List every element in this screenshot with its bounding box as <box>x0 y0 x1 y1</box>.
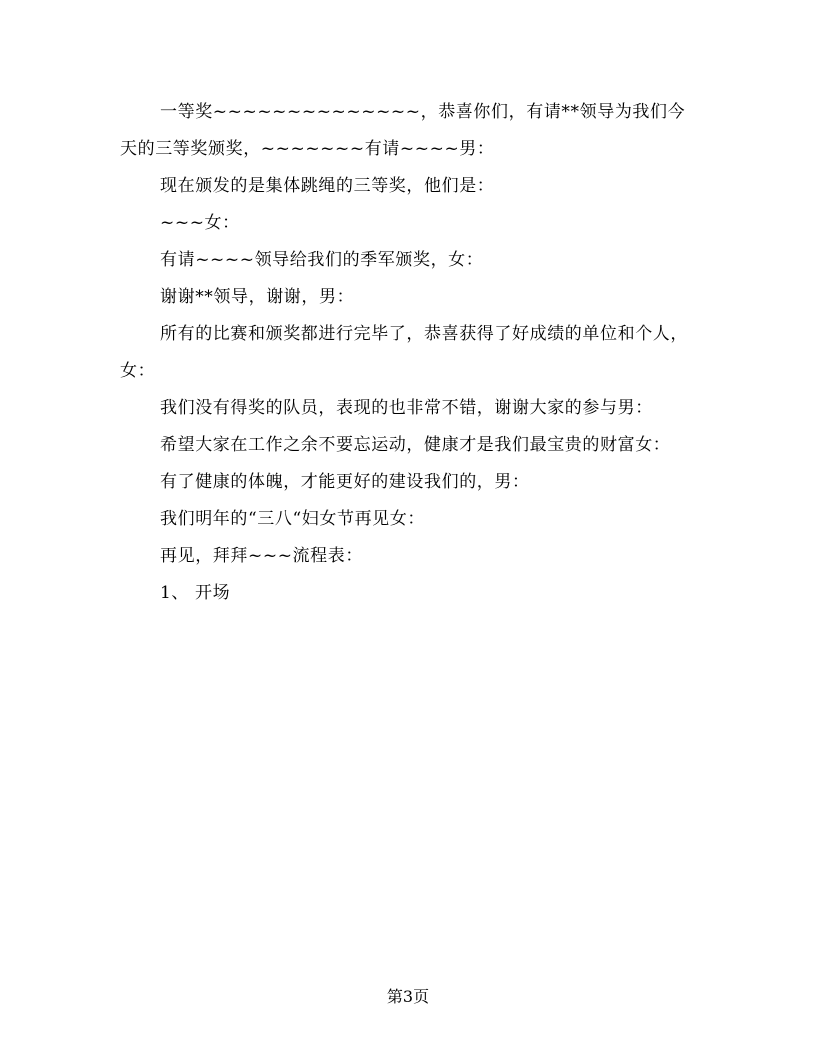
paragraph: 我们没有得奖的队员，表现的也非常不错，谢谢大家的参与男： <box>160 398 653 418</box>
paragraph: 有请~~~~领导给我们的季军颁奖，女： <box>160 250 484 270</box>
paragraph: 再见，拜拜~~~流程表： <box>160 546 363 566</box>
paragraph: 所有的比赛和颁奖都进行完毕了，恭喜获得了好成绩的单位和个人，女： <box>120 324 688 381</box>
page-number: 第3页 <box>386 987 430 1006</box>
document-body <box>120 94 698 612</box>
paragraph: 有了健康的体魄，才能更好的建设我们的，男： <box>160 472 530 492</box>
paragraph: 现在颁发的是集体跳绳的三等奖，他们是： <box>160 176 495 196</box>
paragraph: 谢谢**领导，谢谢，男： <box>160 287 355 307</box>
paragraph: 希望大家在工作之余不要忘运动，健康才是我们最宝贵的财富女： <box>160 435 671 455</box>
paragraph: 我们明年的“三八“妇女节再见女： <box>160 509 425 529</box>
paragraph: 1、 开场 <box>160 583 231 603</box>
paragraph: ~~~女： <box>160 213 240 233</box>
paragraph: 一等奖~~~~~~~~~~~~~~，恭喜你们，有请**领导为我们今天的三等奖颁奖，~~~~~~~有请~~~~男： <box>120 102 686 159</box>
